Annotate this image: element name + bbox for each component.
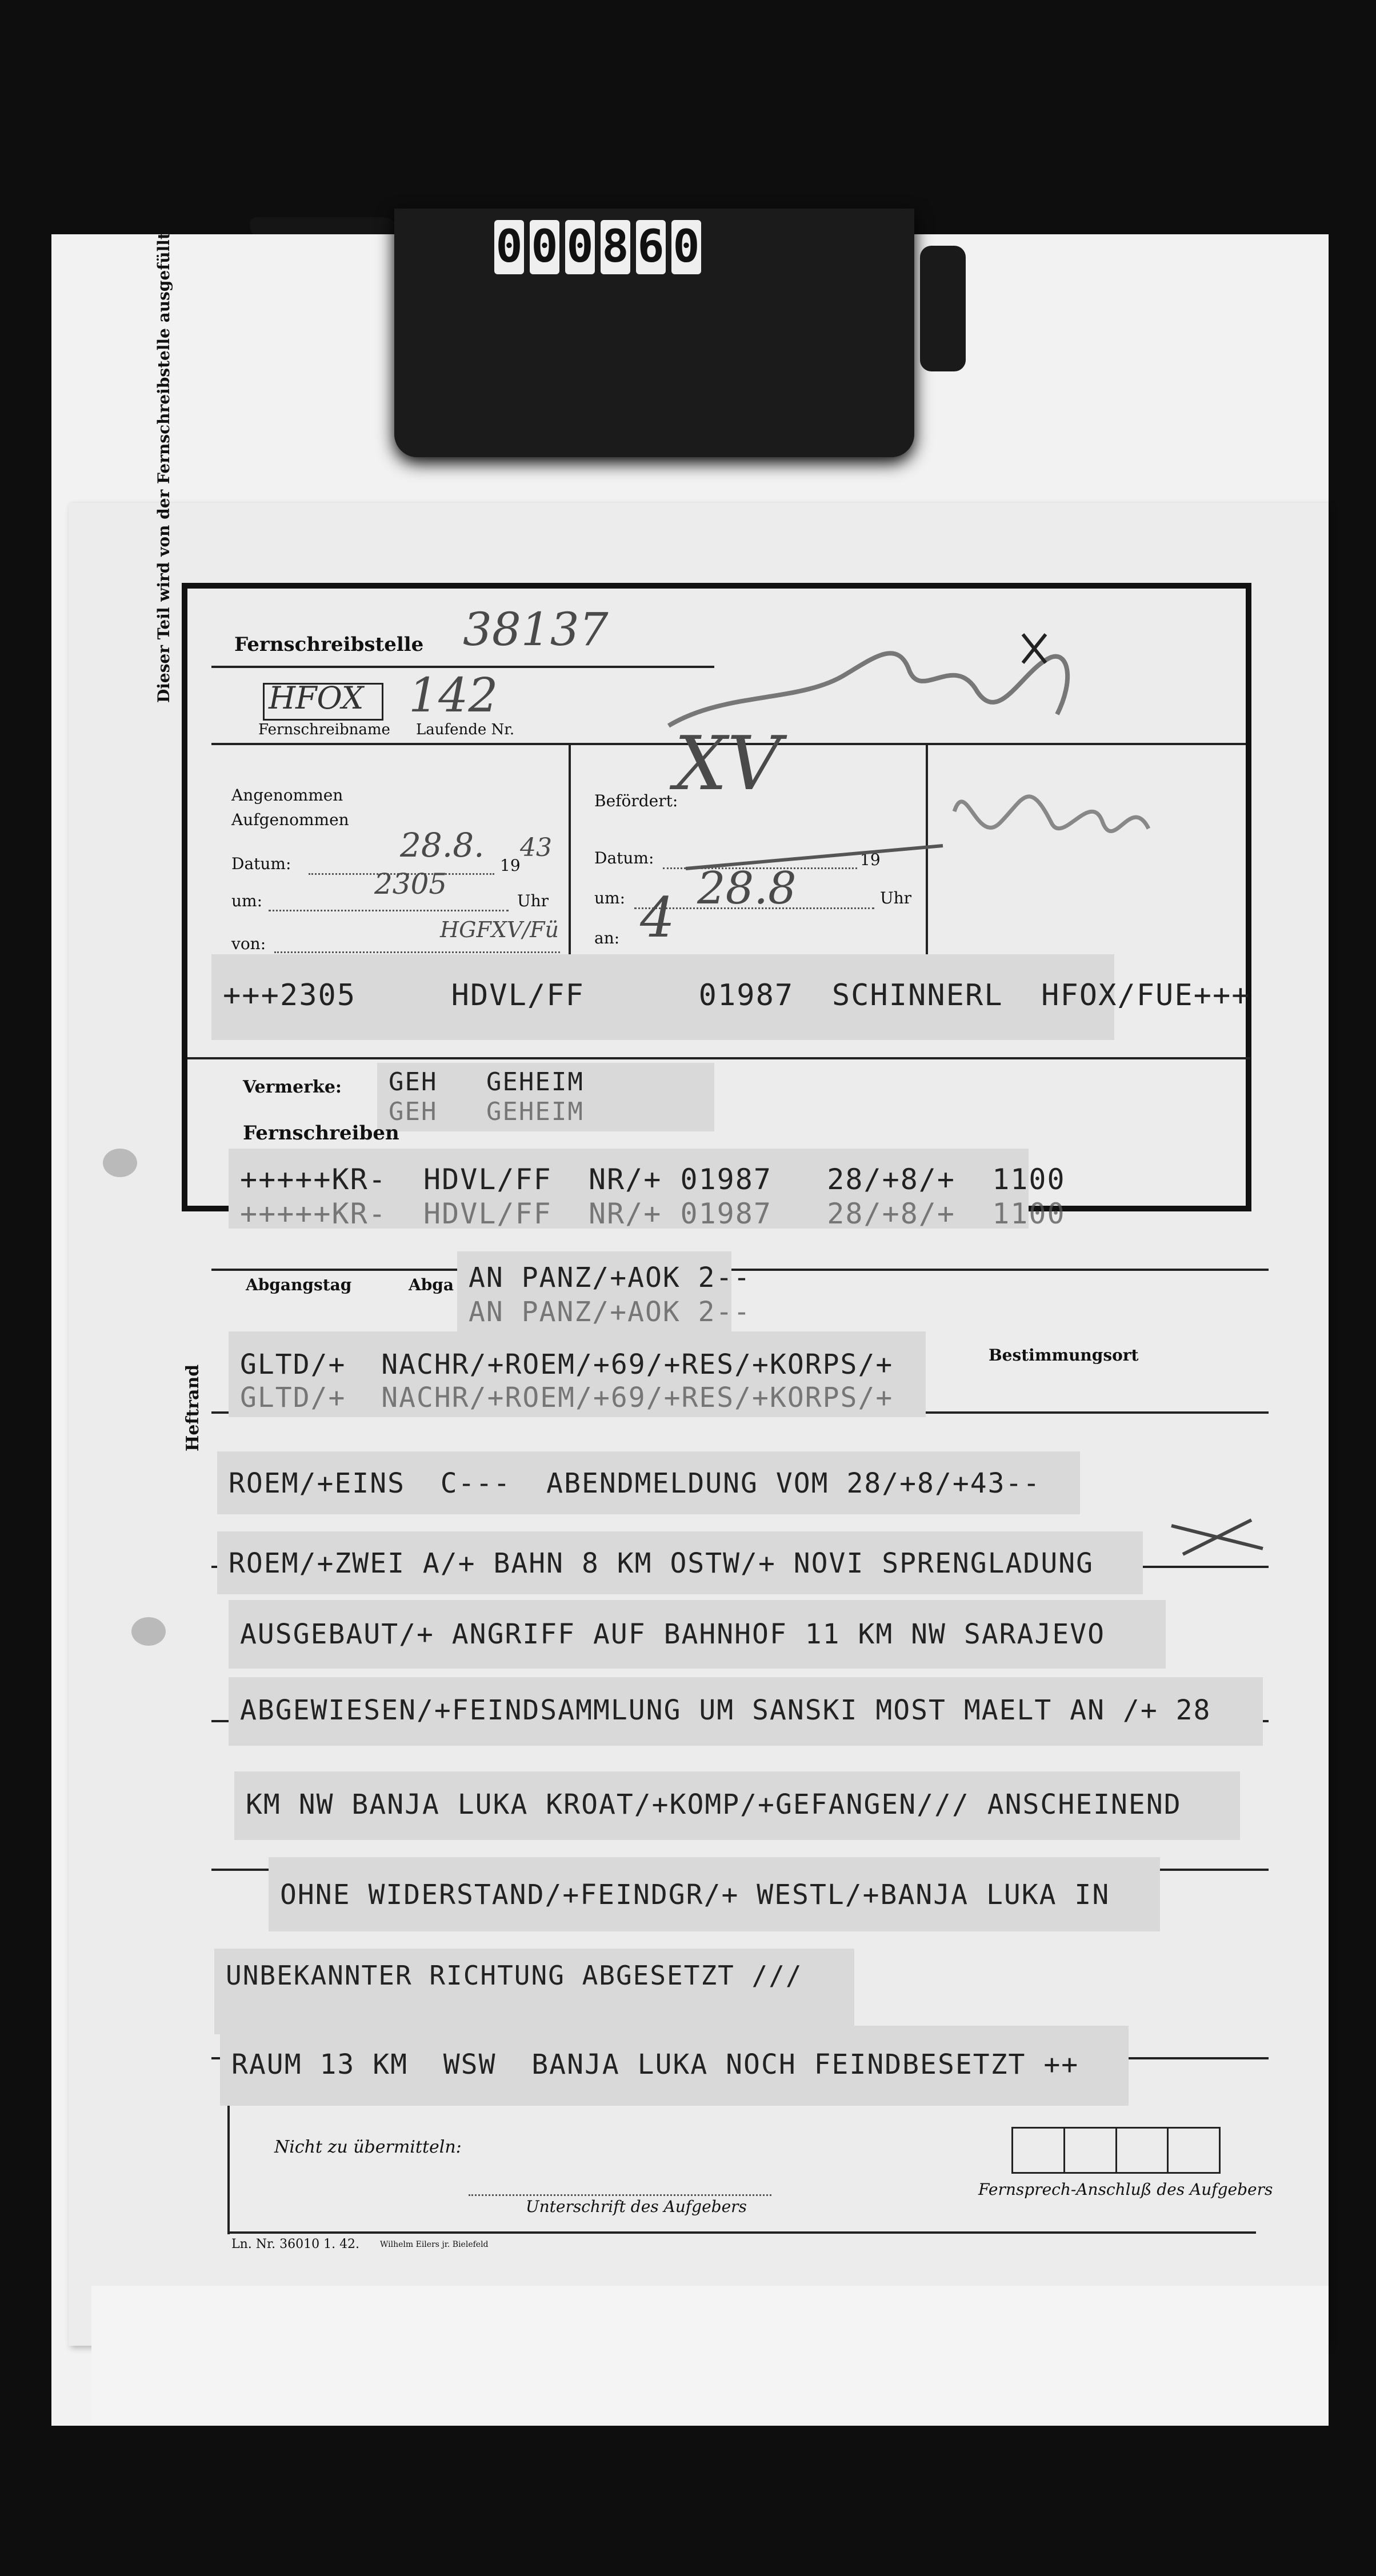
teletype-header-line: +++2305 HDVL/FF 01987 SCHINNERL HFOX/FUE+++ — [223, 978, 1251, 1013]
unterschrift-label: Unterschrift des Aufgebers — [526, 2197, 747, 2216]
laufende-nr-label: Laufende Nr. — [416, 721, 515, 738]
befoerdert-um-label: um: — [594, 889, 626, 907]
counter-digit: 8 — [601, 220, 630, 274]
teletype-body-line: RAUM 13 KM WSW BANJA LUKA NOCH FEINDBESETZT ++ — [231, 2049, 1079, 2081]
teletype-body-line: ABGEWIESEN/+FEINDSAMMLUNG UM SANSKI MOST MAELT AN /+ 28 — [240, 1694, 1211, 1726]
teletype-body-line: AUSGEBAUT/+ ANGRIFF AUF BAHNHOF 11 KM NW SARAJEVO — [240, 1618, 1106, 1650]
teletype-body-strip — [229, 1677, 1263, 1746]
teletype-kr-line-ghost: +++++KR- HDVL/FF NR/+ 01987 28/+8/+ 1100 — [240, 1197, 1066, 1230]
vermerke-line-ghost: GEH GEHEIM — [389, 1097, 584, 1126]
rule — [187, 1057, 1250, 1059]
counter-digit: 0 — [530, 220, 559, 274]
befoerdert-label: Befördert: — [594, 791, 678, 810]
datum-label: Datum: — [231, 854, 291, 873]
teletype-body-strip — [214, 1949, 854, 2034]
rule — [227, 2231, 1256, 2234]
teletype-body-line: UNBEKANNTER RICHTUNG ABGESETZT /// — [226, 1960, 803, 1991]
cross-mark-right — [1160, 1514, 1274, 1560]
teletype-gltd-line-ghost: GLTD/+ NACHR/+ROEM/+69/+RES/+KORPS/+ — [240, 1382, 894, 1414]
fernschreiben-label: Fernschreiben — [243, 1122, 399, 1145]
teletype-body-strip — [269, 1857, 1160, 1931]
teletype-body-strip — [217, 1531, 1143, 1594]
handwritten-scribbles — [657, 606, 1257, 914]
nicht-zu-uebermitteln-label: Nicht zu übermitteln: — [274, 2137, 462, 2157]
scribble-strike — [686, 846, 943, 869]
befoerdert-year-prefix: 19 — [860, 850, 881, 869]
fernsprech-label: Fernsprech-Anschluß des Aufgebers — [978, 2180, 1273, 2199]
aufgenommen-label: Aufgenommen — [231, 810, 349, 829]
angenommen-label: Angenommen — [231, 786, 343, 805]
year-value: 43 — [520, 833, 552, 862]
vermerke-label: Vermerke: — [243, 1077, 342, 1097]
von-label: von: — [231, 934, 266, 953]
laufende-nr-value: 142 — [409, 669, 498, 723]
teletype-an-line: AN PANZ/+AOK 2-- — [469, 1262, 751, 1294]
dotted-line — [274, 951, 560, 953]
fernschreibstelle-value: 38137 — [463, 603, 609, 656]
footer-printer: Wilhelm Eilers jr. Bielefeld — [380, 2240, 489, 2249]
befoerdert-uhr-label: Uhr — [880, 889, 912, 907]
teletype-an-strip — [457, 1251, 751, 1337]
phone-number-boxes — [1011, 2127, 1221, 2174]
datum-value: 28.8. — [400, 826, 485, 865]
fernschreibname-code: HFOX — [269, 680, 364, 716]
rule — [211, 666, 714, 668]
counter-digit: 6 — [636, 220, 666, 274]
teletype-header-strip — [211, 954, 1251, 1040]
fernschreibstelle-label: Fernschreibstelle — [234, 633, 424, 656]
dotted-line — [269, 910, 509, 911]
dotted-line — [469, 2194, 771, 2196]
befoerdert-um-value: 28.8 — [697, 863, 797, 914]
phone-digit-box — [1169, 2129, 1219, 2172]
counter-digits — [494, 220, 701, 283]
cross-mark — [1023, 634, 1046, 663]
teletype-kr-strip — [229, 1149, 1066, 1230]
teletype-body-line: ROEM/+ZWEI A/+ BAHN 8 KM OSTW/+ NOVI SPRENGLADUNG — [229, 1547, 1094, 1579]
rule — [569, 743, 571, 983]
punch-hole — [131, 1617, 166, 1646]
teletype-an-line-ghost: AN PANZ/+AOK 2-- — [469, 1296, 751, 1328]
punch-hole — [103, 1149, 137, 1177]
bestimmungsort-label: Bestimmungsort — [989, 1346, 1139, 1365]
von-value: HGFXV/Fü — [440, 917, 559, 942]
year-prefix: 19 — [500, 856, 521, 875]
scribble-signature — [669, 653, 1067, 726]
teletype-body-strip — [229, 1600, 1166, 1669]
an-label: an: — [594, 929, 620, 947]
teletype-body-line: OHNE WIDERSTAND/+FEINDGR/+ WESTL/+BANJA LUKA IN — [280, 1879, 1110, 1911]
befoerdert-value: XV — [674, 720, 781, 807]
cross-mark-path — [1171, 1520, 1263, 1554]
abgang-label: Abga — [409, 1275, 454, 1294]
um-label: um: — [231, 891, 263, 910]
counter-knob — [920, 246, 966, 371]
abgangstag-label: Abgangstag — [246, 1275, 352, 1294]
teletype-kr-line: +++++KR- HDVL/FF NR/+ 01987 28/+8/+ 1100 — [240, 1163, 1066, 1196]
phone-digit-box — [1065, 2129, 1117, 2172]
an-value: 4 — [640, 886, 675, 950]
counter-digit: 0 — [671, 220, 701, 274]
teletype-gltd-strip — [229, 1331, 926, 1417]
uhr-label: Uhr — [517, 891, 549, 910]
fernschreibname-label: Fernschreibname — [258, 721, 390, 738]
vermerke-strip — [377, 1063, 714, 1131]
teletype-body-strip — [220, 2026, 1129, 2106]
counter-digit: 0 — [565, 220, 595, 274]
footer-form-number: Ln. Nr. 36010 1. 42. — [231, 2237, 360, 2251]
teletype-body-strip — [234, 1771, 1240, 1840]
teletype-body-strip — [217, 1451, 1080, 1514]
teletype-body-line: ROEM/+EINS C--- ABENDMELDUNG VOM 28/+8/+43-- — [229, 1467, 1041, 1499]
counter-digit: 0 — [494, 220, 524, 274]
heftrand-label: Heftrand — [183, 1364, 203, 1451]
phone-digit-box — [1117, 2129, 1169, 2172]
scribble-initials — [954, 797, 1149, 831]
sheet-bottom-edge — [91, 2286, 1329, 2423]
befoerdert-datum-label: Datum: — [594, 849, 654, 867]
um-value: 2305 — [374, 867, 447, 901]
vermerke-line: GEH GEHEIM — [389, 1067, 584, 1097]
phone-digit-box — [1013, 2129, 1065, 2172]
teletype-body-line: KM NW BANJA LUKA KROAT/+KOMP/+GEFANGEN/// ANSCHEINEND — [246, 1789, 1182, 1821]
teletype-gltd-line: GLTD/+ NACHR/+ROEM/+69/+RES/+KORPS/+ — [240, 1349, 894, 1381]
side-note: Dieser Teil wird von der Fernschreibstelle ausgefüllt — [154, 232, 173, 703]
